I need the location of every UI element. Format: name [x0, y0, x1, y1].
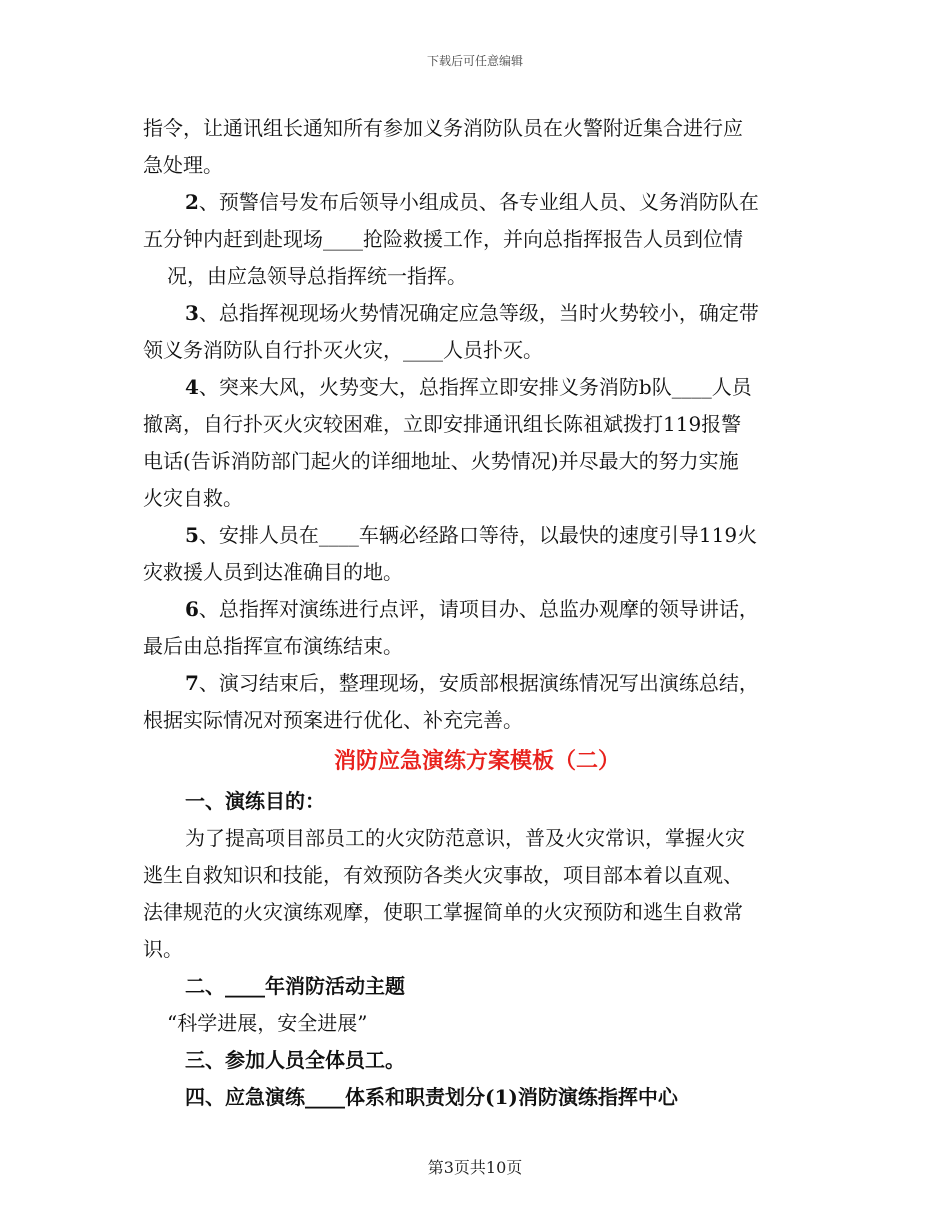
list-item-3	[143, 295, 811, 332]
item-number: 2	[185, 190, 199, 214]
paragraph-line: 、安排人员在____车辆必经路口等待，以最快的速度引导119火	[198, 523, 758, 547]
paragraph-line: 五分钟内赶到赴现场____抢险救援工作，并向总指挥报告人员到位情	[143, 227, 743, 251]
header-note: 下载后可任意编辑	[426, 54, 523, 68]
list-item-7	[143, 665, 811, 702]
section-heading-3: 三、参加人员全体员工。	[185, 1048, 405, 1072]
paragraph-line: 、总指挥对演练进行点评，请项目办、总监办观摩的领导讲话，	[198, 597, 759, 621]
item-number: 5	[185, 523, 199, 547]
item-number: 6	[185, 597, 199, 621]
paragraph-line: 火灾自救。	[143, 486, 243, 510]
paragraph-line: 识。	[143, 937, 183, 961]
document-body	[143, 110, 811, 1116]
paragraph-line: 撤离，自行扑灭火灾较困难，立即安排通讯组长陈祖斌拨打119报警	[143, 412, 742, 436]
section-title: 消防应急演练方案模板（二）	[333, 748, 620, 774]
list-item-2	[143, 184, 811, 221]
paragraph-line: 、预警信号发布后领导小组成员、各专业组人员、义务消防队在	[198, 190, 759, 214]
paragraph-line: 法律规范的火灾演练观摩，使职工掌握简单的火灾预防和逃生自救常	[143, 900, 743, 924]
paragraph-line: 指令，让通讯组长通知所有参加义务消防队员在火警附近集合进行应	[143, 116, 743, 140]
item-number: 4	[185, 375, 199, 399]
theme-quote: “科学进展，安全进展”	[167, 1011, 368, 1035]
paragraph-line: 、演习结束后，整理现场，安质部根据演练情况写出演练总结，	[198, 671, 759, 695]
list-item-6	[143, 591, 811, 628]
list-item-5	[143, 517, 811, 554]
section-heading-2: 二、____年消防活动主题	[185, 974, 405, 998]
paragraph-line: 、总指挥视现场火势情况确定应急等级，当时火势较小，确定带	[198, 301, 759, 325]
paragraph-line: 最后由总指挥宣布演练结束。	[143, 634, 403, 658]
paragraph-line: 为了提高项目部员工的火灾防范意识，普及火灾常识，掌握火灾	[185, 826, 745, 850]
paragraph-line: 况，由应急领导总指挥统一指挥。	[167, 264, 467, 288]
item-number: 7	[185, 671, 199, 695]
page-footer: 第3页共10页	[427, 1158, 523, 1177]
paragraph-line: 急处理。	[143, 153, 223, 177]
paragraph-line: 领义务消防队自行扑灭火灾，____人员扑灭。	[143, 338, 543, 362]
paragraph-line: 逃生自救知识和技能，有效预防各类火灾事故，项目部本着以直观、	[143, 863, 743, 887]
item-number: 3	[185, 301, 199, 325]
section-heading-4: 四、应急演练____体系和职责划分(1)消防演练指挥中心	[185, 1085, 678, 1109]
paragraph-line: 灾救援人员到达准确目的地。	[143, 560, 403, 584]
paragraph-line: 、突来大风，火势变大，总指挥立即安排义务消防b队____人员	[198, 375, 752, 399]
paragraph-line: 电话(告诉消防部门起火的详细地址、火势情况)并尽最大的努力实施	[143, 449, 739, 473]
paragraph-line: 根据实际情况对预案进行优化、补充完善。	[143, 708, 523, 732]
section-heading-1: 一、演练目的：	[185, 789, 325, 813]
list-item-4	[143, 369, 811, 406]
